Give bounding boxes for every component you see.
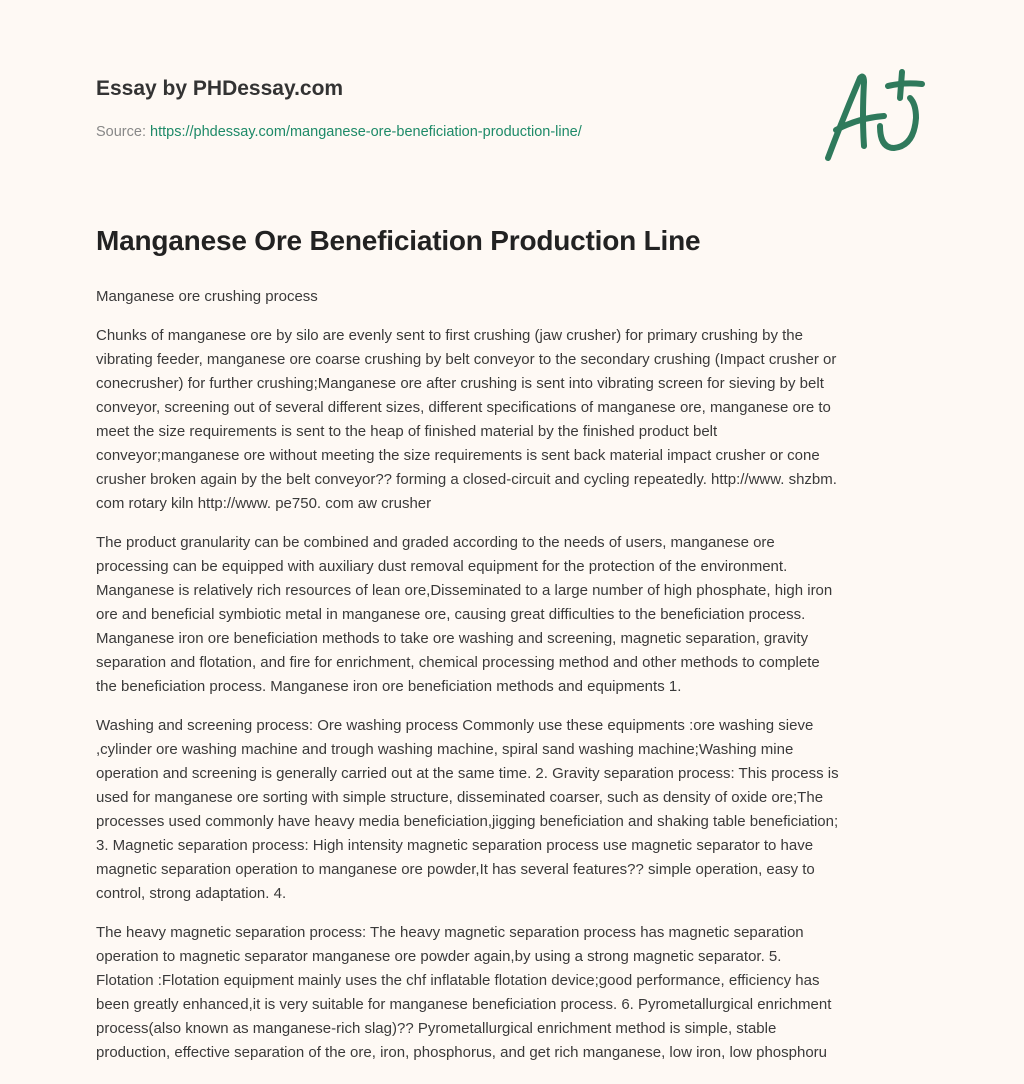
paragraph-line: been greatly enhanced,it is very suitable for manganese beneficiation process. 6. Pyrometallurgical enrichment — [96, 996, 832, 1013]
paragraph-line: the beneficiation process. Manganese iron ore beneficiation methods and equipments 1. — [96, 678, 682, 695]
paragraph-line: crusher broken again by the belt conveyor?? forming a closed-circuit and cycling repeatedly. http://www. shzbm. — [96, 471, 837, 488]
article-paragraph — [96, 714, 936, 906]
site-brand: Essay by PHDessay.com — [96, 77, 344, 100]
paragraph-line: ore and beneficial symbiotic metal in manganese ore, causing great difficulties to the beneficiation process. — [96, 606, 806, 623]
paragraph-line: processing can be equipped with auxiliary dust removal equipment for the protection of the environment. — [96, 558, 788, 575]
paragraph-line: The product granularity can be combined and graded according to the needs of users, manganese ore — [96, 534, 775, 551]
paragraph-line: The heavy magnetic separation process: The heavy magnetic separation process has magnetic separation — [96, 924, 804, 941]
paragraph-line: ,cylinder ore washing machine and trough washing machine, spiral sand washing machine;Washing mine — [96, 741, 794, 758]
paragraph-line: operation to magnetic separator manganese ore powder again,by using a strong magnetic separator. 5. — [96, 948, 782, 965]
paragraph-line: meet the size requirements is sent to the heap of finished material by the finished product belt — [96, 423, 718, 440]
paragraph-line: separation and flotation, and fire for enrichment, chemical processing method and other methods to complete — [96, 654, 820, 671]
paragraph-line: Flotation :Flotation equipment mainly uses the chf inflatable flotation device;good performance, efficiency has — [96, 972, 820, 989]
paragraph-line: production, effective separation of the ore, iron, phosphorus, and get rich manganese, low iron, low phosphoru — [96, 1044, 828, 1061]
paragraph-line: magnetic separation operation to manganese ore powder,It has several features?? simple operation, easy to — [96, 861, 815, 878]
paragraph-line: conveyor;manganese ore without meeting the size requirements is sent back material impact crusher or cone — [96, 447, 820, 464]
source-label: Source: — [96, 124, 146, 140]
article-paragraph — [96, 324, 936, 516]
paragraph-line: Manganese iron ore beneficiation methods to take ore washing and screening, magnetic separation, gravity — [96, 630, 809, 647]
article-paragraph — [96, 531, 936, 699]
paragraph-line: 3. Magnetic separation process: High intensity magnetic separation process use magnetic separator to have — [96, 837, 814, 854]
paragraph-line: process(also known as manganese-rich slag)?? Pyrometallurgical enrichment method is simple, stable — [96, 1020, 777, 1037]
paragraph-line: Chunks of manganese ore by silo are evenly sent to first crushing (jaw crusher) for primary crushing by the — [96, 327, 803, 344]
paragraph-line: processes used commonly have heavy media beneficiation,jigging beneficiation and shaking table beneficiation; — [96, 813, 839, 830]
paragraph-line: vibrating feeder, manganese ore coarse crushing by belt conveyor to the secondary crushing (Impact crusher or — [96, 351, 837, 368]
a-plus-logo-icon — [818, 68, 928, 164]
paragraph-line: conveyor, screening out of several different sizes, different specifications of manganese ore, manganese ore to — [96, 399, 831, 416]
article-body — [96, 285, 936, 1080]
paragraph-line: conecrusher) for further crushing;Manganese ore after crushing is sent into vibrating screen for sieving by belt — [96, 375, 824, 392]
paragraph-line: com rotary kiln http://www. pe750. com aw crusher — [96, 495, 432, 512]
article-paragraph — [96, 921, 936, 1065]
paragraph-line: operation and screening is generally carried out at the same time. 2. Gravity separation process: This process is — [96, 765, 839, 782]
paragraph-line: Manganese ore crushing process — [96, 288, 318, 305]
paragraph-line: control, strong adaptation. 4. — [96, 885, 287, 902]
article-title: Manganese Ore Beneficiation Production Line — [96, 225, 701, 256]
section-subheading — [96, 285, 936, 309]
paragraph-line: used for manganese ore sorting with simple structure, disseminated coarser, such as density of oxide ore;The — [96, 789, 824, 806]
source-line — [96, 124, 582, 140]
paragraph-line: Manganese is relatively rich resources of lean ore,Disseminated to a large number of high phosphate, high iron — [96, 582, 833, 599]
source-link[interactable]: https://phdessay.com/manganese-ore-beneficiation-production-line/ — [150, 124, 582, 140]
paragraph-line: Washing and screening process: Ore washing process Commonly use these equipments :ore washing sieve — [96, 717, 814, 734]
